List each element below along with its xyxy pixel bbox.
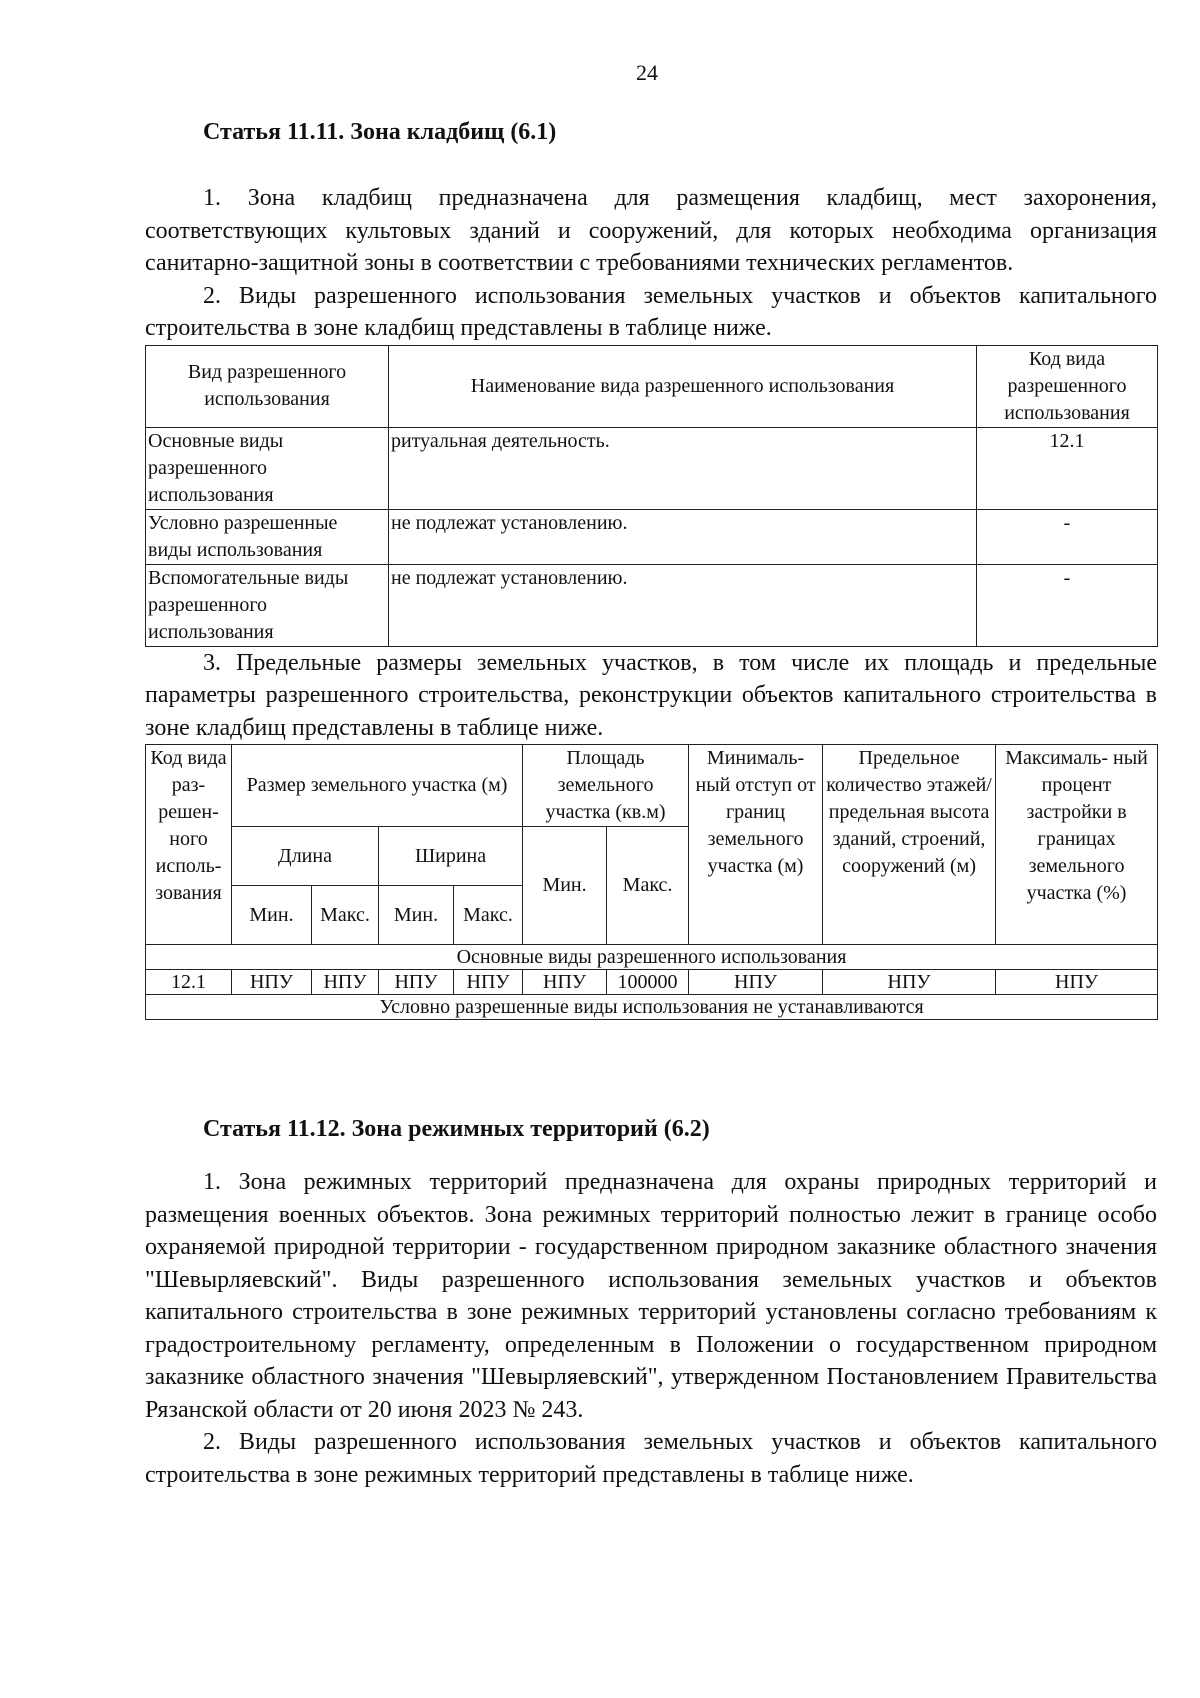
table-cell: - bbox=[977, 564, 1158, 646]
header-cell: Мин. bbox=[523, 827, 607, 945]
regime-body bbox=[145, 1166, 1157, 1491]
table-cell: НПУ bbox=[379, 970, 454, 995]
table-row bbox=[146, 427, 1158, 509]
header-cell: Минималь- ный отступ от границ земельного участка (м) bbox=[689, 745, 823, 945]
header-cell: Площадь земельного участка (кв.м) bbox=[523, 745, 689, 827]
header-cell: Длина bbox=[232, 827, 379, 886]
table-cell: НПУ bbox=[523, 970, 607, 995]
header-cell: Ширина bbox=[379, 827, 523, 886]
header-cell: Мин. bbox=[379, 886, 454, 945]
header-cell: Мин. bbox=[232, 886, 312, 945]
section-cemetery bbox=[145, 117, 1157, 147]
table-cell: 12.1 bbox=[977, 427, 1158, 509]
permitted-use-table bbox=[145, 345, 1158, 647]
paragraph: 2. Виды разрешенного использования земельных участков и объектов капитального строительства в зоне режимных территорий представлены в таблице ниже. bbox=[145, 1429, 1157, 1488]
header-cell: Максималь- ный процент застройки в границах земельного участка (%) bbox=[996, 745, 1158, 945]
table-cell: - bbox=[977, 509, 1158, 564]
table-cell: 100000 bbox=[607, 970, 689, 995]
table-cell: НПУ bbox=[312, 970, 379, 995]
limits-table bbox=[145, 744, 1158, 1020]
table-cell: не подлежат установлению. bbox=[389, 509, 977, 564]
header-cell: Макс. bbox=[312, 886, 379, 945]
table-row bbox=[146, 945, 1158, 970]
table-cell: НПУ bbox=[823, 970, 996, 995]
header-cell: Макс. bbox=[454, 886, 523, 945]
table-cell: ритуальная деятельность. bbox=[389, 427, 977, 509]
table-cell: 12.1 bbox=[146, 970, 232, 995]
table-cell: не подлежат установлению. bbox=[389, 564, 977, 646]
header-cell: Наименование вида разрешенного использования bbox=[389, 345, 977, 427]
header-cell: Код вида раз- решен- ного исполь- зования bbox=[146, 745, 232, 945]
table-header-row bbox=[146, 745, 1158, 827]
table-cell: НПУ bbox=[232, 970, 312, 995]
paragraph: 1. Зона кладбищ предназначена для размещения кладбищ, мест захоронения, соответствующих культовых зданий и сооружений, для которых необходима организация санитарно-защитной зоны в соответствии с требованиями технических регламентов. bbox=[145, 185, 1157, 276]
paragraph: 1. Зона режимных территорий предназначена для охраны природных территорий и размещения военных объектов. Зона режимных территорий полностью лежит в границе особо охраняемой природной территории - государственном природном заказнике областного значения "Шевырляевский". Виды разрешенного использования земельных участков и объектов капитального строительства в зоне режимных территорий установлены согласно требованиям к градостроительному регламенту, определенным в Положении о государственном природном заказнике областного значения "Шевырляевский", утвержденном Постановлением Правительства Рязанской области от 20 июня 2023 № 243. bbox=[145, 1169, 1157, 1423]
table-cell: НПУ bbox=[689, 970, 823, 995]
table-row bbox=[146, 509, 1158, 564]
table-cell: НПУ bbox=[454, 970, 523, 995]
table-row bbox=[146, 995, 1158, 1020]
header-cell: Код вида разрешенного использования bbox=[977, 345, 1158, 427]
group-label-row: Основные виды разрешенного использования bbox=[146, 945, 1158, 970]
section-heading: Статья 11.12. Зона режимных территорий (6.2) bbox=[203, 1116, 710, 1142]
section-heading: Статья 11.11. Зона кладбищ (6.1) bbox=[203, 119, 557, 145]
table-cell: Вспомогательные виды разрешенного использования bbox=[146, 564, 389, 646]
table-row bbox=[146, 970, 1158, 995]
page-number: 24 bbox=[636, 60, 658, 85]
section-regime-territories bbox=[145, 1114, 1157, 1144]
header-cell: Макс. bbox=[607, 827, 689, 945]
table-cell: НПУ bbox=[996, 970, 1158, 995]
header-cell: Предельное количество этажей/ предельная высота зданий, строений, сооружений (м) bbox=[823, 745, 996, 945]
table-row bbox=[146, 564, 1158, 646]
header-cell: Размер земельного участка (м) bbox=[232, 745, 523, 827]
header-cell: Вид разрешенного использования bbox=[146, 345, 389, 427]
table-cell: Условно разрешенные виды использования bbox=[146, 509, 389, 564]
cemetery-body bbox=[145, 182, 1157, 1020]
paragraph: 3. Предельные размеры земельных участков, в том числе их площадь и предельные параметры разрешенного строительства, реконструкции объектов капитального строительства в зоне кладбищ представлены в таблице ниже. bbox=[145, 649, 1157, 741]
group-label-row: Условно разрешенные виды использования не устанавливаются bbox=[146, 995, 1158, 1020]
paragraph: 2. Виды разрешенного использования земельных участков и объектов капитального строительства в зоне кладбищ представлены в таблице ниже. bbox=[145, 282, 1157, 341]
table-cell: Основные виды разрешенного использования bbox=[146, 427, 389, 509]
table-header-row bbox=[146, 345, 1158, 427]
